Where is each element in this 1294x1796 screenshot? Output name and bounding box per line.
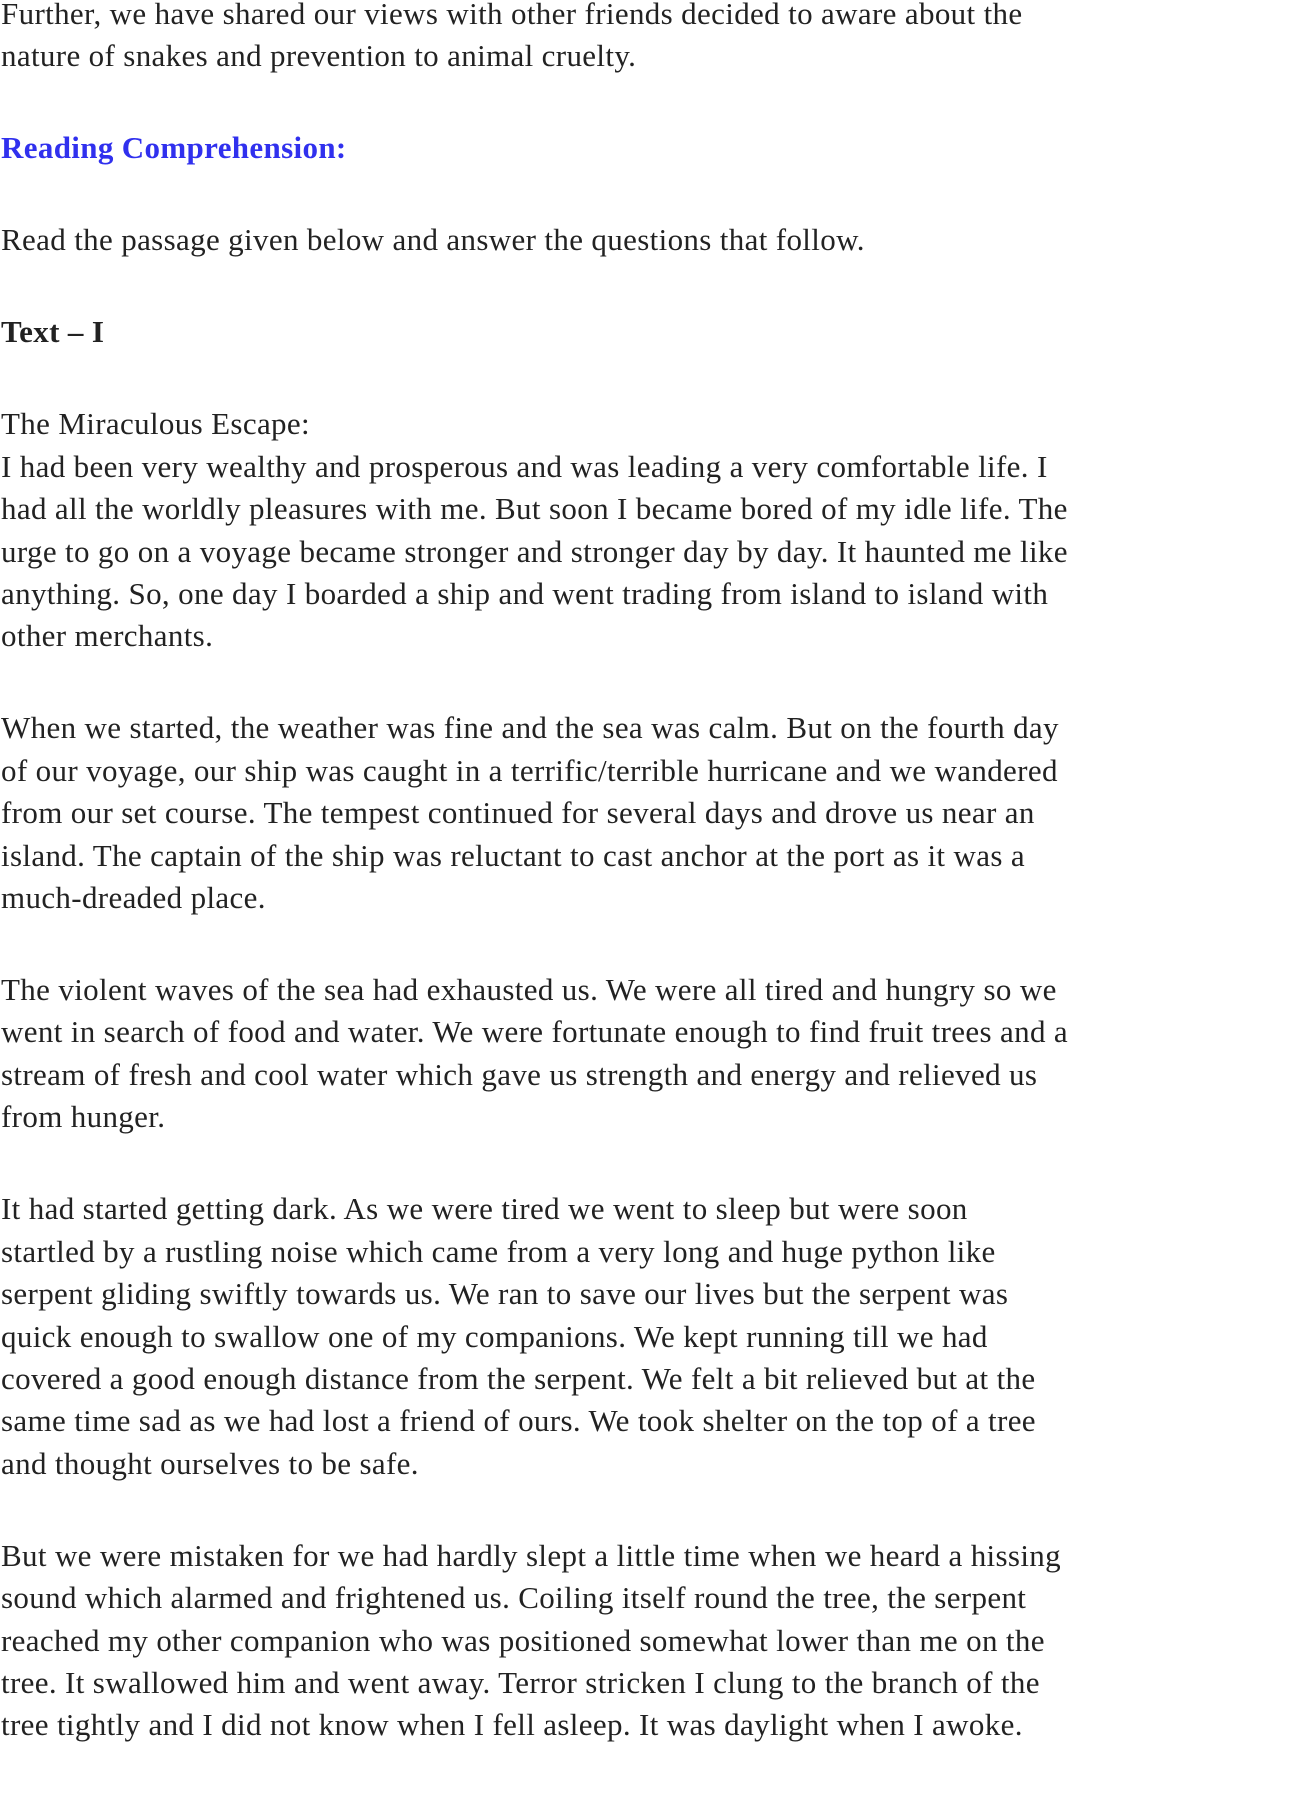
text-line: It had started getting dark. As we were tired we went to sleep but were soon — [1, 1191, 968, 1227]
text-line: island. The captain of the ship was reluctant to cast anchor at the port as it was a — [1, 837, 1025, 873]
text-line: covered a good enough distance from the serpent. We felt a bit relieved but at the — [1, 1360, 1036, 1396]
text-line: sound which alarmed and frightened us. Coiling itself round the tree, the serpent — [1, 1580, 1027, 1616]
passage-paragraph-2 — [1, 707, 1294, 919]
text-line: startled by a rustling noise which came from a very long and huge python like — [1, 1233, 996, 1269]
text-line: from our set course. The tempest continued for several days and drove us near an — [1, 795, 1035, 831]
text-line: from hunger. — [1, 1099, 166, 1135]
text-line: anything. So, one day I boarded a ship and went trading from island to island with — [1, 576, 1049, 612]
text-line: quick enough to swallow one of my companions. We kept running till we had — [1, 1318, 988, 1354]
text-line: The violent waves of the sea had exhausted us. We were all tired and hungry so we — [1, 972, 1057, 1008]
text-line: urge to go on a voyage became stronger and stronger day by day. It haunted me like — [1, 533, 1068, 569]
document-page — [1, 0, 1294, 1796]
text-line: reached my other companion who was positioned somewhat lower than me on the — [1, 1622, 1045, 1658]
passage-paragraph-5 — [1, 1535, 1294, 1747]
text-line: serpent gliding swiftly towards us. We ran to save our lives but the serpent was — [1, 1276, 1009, 1312]
text-line: tree tightly and I did not know when I fell asleep. It was daylight when I awoke. — [1, 1707, 1023, 1743]
text-line: tree. It swallowed him and went away. Terror stricken I clung to the branch of the — [1, 1664, 1040, 1700]
text-line: of our voyage, our ship was caught in a terrific/terrible hurricane and we wandered — [1, 752, 1058, 788]
text-line: and thought ourselves to be safe. — [1, 1445, 419, 1481]
text-line: stream of fresh and cool water which gave us strength and energy and relieved us — [1, 1056, 1038, 1092]
text-line: went in search of food and water. We were fortunate enough to find fruit trees and a — [1, 1014, 1069, 1050]
intro-paragraph — [1, 0, 1294, 78]
text-line: Further, we have shared our views with other friends decided to aware about the — [1, 0, 1023, 31]
passage-title: The Miraculous Escape: — [1, 406, 310, 442]
text-line: much-dreaded place. — [1, 880, 266, 916]
text-line: I had been very wealthy and prosperous and was leading a very comfortable life. I — [1, 448, 1048, 484]
text-line: other merchants. — [1, 618, 214, 654]
text-line: same time sad as we had lost a friend of ours. We took shelter on the top of a tree — [1, 1403, 1036, 1439]
instruction: Read the passage given below and answer the questions that follow. — [1, 222, 865, 258]
passage-paragraph-4 — [1, 1188, 1294, 1485]
text-label: Text – I — [1, 314, 105, 350]
text-line: nature of snakes and prevention to animal cruelty. — [1, 38, 637, 74]
section-heading: Reading Comprehension: — [1, 130, 347, 166]
text-line: When we started, the weather was fine and the sea was calm. But on the fourth day — [1, 710, 1059, 746]
text-line: had all the worldly pleasures with me. But soon I became bored of my idle life. The — [1, 491, 1068, 527]
passage-paragraph-3 — [1, 969, 1294, 1139]
passage-paragraph-1 — [1, 403, 1294, 657]
text-line: But we were mistaken for we had hardly slept a little time when we heard a hissing — [1, 1537, 1062, 1573]
